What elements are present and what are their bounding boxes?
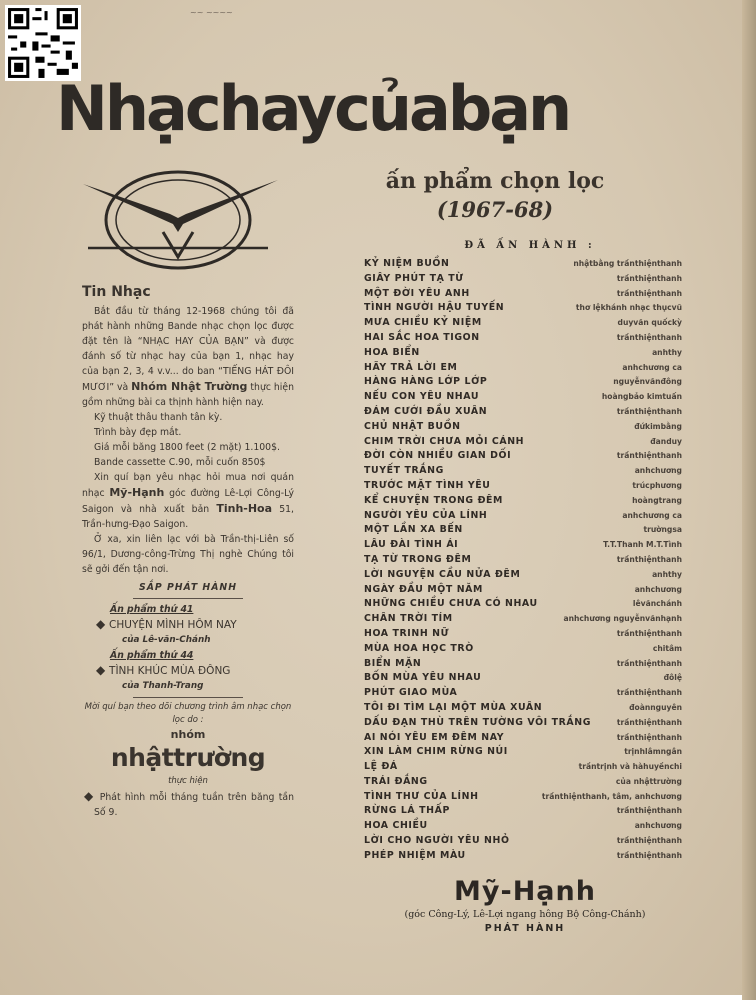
song-author: trầnthiệnthanh <box>616 850 682 860</box>
news-column <box>82 285 294 820</box>
song-author: trầnthiệnthanh, tâm, anhchương <box>541 791 682 801</box>
upcoming-item <box>82 648 294 694</box>
song-title: TRƯỚC MẶT TÌNH YÊU <box>364 479 491 491</box>
song-author: chitâm <box>652 643 682 653</box>
page-title: Nhạchaycủabạn <box>56 72 570 145</box>
song-row <box>364 819 682 834</box>
song-title: NẾU CON YÊU NHAU <box>364 391 480 403</box>
news-line: Trình bày đẹp mắt. <box>94 427 182 438</box>
song-author: anhthy <box>652 569 682 579</box>
news-price: Giá mỗi băng 1800 feet (2 mặt) 1.100$. <box>94 442 280 453</box>
song-row <box>364 420 682 435</box>
song-row <box>364 523 682 538</box>
song-author: hoàngtrang <box>632 495 682 505</box>
bullet-icon: ◆ <box>96 617 110 631</box>
song-author: trầnthiệnthanh <box>616 717 682 727</box>
edition-label: Ấn phẩm thứ 44 <box>110 650 194 661</box>
song-title: ĐỜI CÒN NHIỀU GIAN DỐI <box>364 450 512 462</box>
song-title: TÔI ĐI TÌM LẠI MỘT MÙA XUÂN <box>364 701 543 713</box>
song-author: trịnhlâmngân <box>624 747 682 757</box>
group-name-logo: nhậttrường <box>110 743 266 772</box>
song-author: trầnthiệnthanh <box>616 288 682 298</box>
song-row <box>364 287 682 302</box>
news-text: Bắt đầu từ tháng 12-1968 chúng tôi đã phát hành những Bande nhạc chọn lọc được đặt tên là “NHẠC HAY CỦA BẠN” và được đánh số từ nhạc hay của bạn 1, nhạc hay của bạn 2, 3, 4 v.v... do ban “TIẾNG HÁT ĐÔI MƯƠI” và <box>82 306 294 393</box>
song-author: trầnthiệnthanh <box>616 273 682 283</box>
song-row <box>364 642 682 657</box>
divider <box>133 697 243 698</box>
song-row <box>364 716 682 731</box>
publisher-role: PHÁT HÀNH <box>484 923 566 934</box>
song-author: trầntrịnh và hàhuyềnchi <box>578 762 682 772</box>
song-title: AI NÓI YÊU EM ĐÊM NAY <box>364 731 505 743</box>
song-title: MỘT LẦN XA BẾN <box>364 524 463 536</box>
song-row <box>364 849 682 864</box>
song-author: đôlệ <box>663 673 682 683</box>
qr-code <box>5 5 81 81</box>
song-author: nguyễnvănđông <box>613 377 682 387</box>
song-author: thơ lệkhánh nhạc thụcvũ <box>575 303 682 313</box>
song-row <box>364 671 682 686</box>
song-row <box>364 405 682 420</box>
song-title: LỜI CHO NGƯỜI YÊU NHỎ <box>364 835 510 847</box>
song-author: đanduy <box>650 436 682 446</box>
performs-label: thực hiện <box>168 776 208 786</box>
song-author: trầnthiệnthanh <box>616 836 682 846</box>
song-row <box>364 775 682 790</box>
page-edge <box>742 0 756 1000</box>
song-title: TẠ TỪ TRONG ĐÊM <box>364 553 472 565</box>
published-heading: ĐÃ ẤN HÀNH : <box>464 240 596 251</box>
song-title: KỂ CHUYỆN TRONG ĐÊM <box>364 494 503 506</box>
song-title: LÂU ĐÀI TÌNH ÁI <box>364 539 459 551</box>
song-row <box>364 686 682 701</box>
upcoming-title: CHUYỆN MÌNH HÔM NAY <box>109 619 237 631</box>
song-title: HOA CHIỀU <box>364 820 428 832</box>
group-label: nhóm <box>170 728 206 741</box>
song-author: anhchương <box>634 821 682 831</box>
song-author: lêvănchánh <box>632 599 682 609</box>
song-title: MƯA CHIỀU KỶ NIỆM <box>364 317 482 329</box>
upcoming-title: TÌNH KHÚC MÙA ĐÔNG <box>109 665 231 677</box>
song-row <box>364 583 682 598</box>
song-author: trầnthiệnthanh <box>616 332 682 342</box>
song-author: trầnthiệnthanh <box>616 554 682 564</box>
song-row <box>364 657 682 672</box>
publisher-name: Mỹ-Hạnh <box>454 876 596 907</box>
bullet-icon: ◆ <box>84 789 100 803</box>
shop-name: Mỹ-Hạnh <box>109 486 165 499</box>
divider <box>133 598 243 599</box>
song-row <box>364 745 682 760</box>
song-title: TÌNH THƯ CỦA LÍNH <box>364 790 479 802</box>
song-title: BỐN MÙA YÊU NHAU <box>364 672 482 684</box>
stamp-mark: ~~ ~~~~ <box>190 8 233 17</box>
edition-label: Ấn phẩm thứ 41 <box>110 604 194 615</box>
upcoming-heading: SẮP PHÁT HÀNH <box>139 582 237 593</box>
song-author: trúcphương <box>632 480 682 490</box>
news-paragraph <box>82 304 294 410</box>
song-row <box>364 331 682 346</box>
song-title: HÃY TRẢ LỜI EM <box>364 361 458 373</box>
news-line: Kỹ thuật thâu thanh tân kỳ. <box>94 412 223 423</box>
song-title: CHỦ NHẬT BUỒN <box>364 420 461 432</box>
song-title: HAI SẮC HOA TIGON <box>364 331 480 343</box>
song-row <box>364 390 682 405</box>
song-author: anhchương <box>634 584 682 594</box>
song-row <box>364 760 682 775</box>
song-title: CHIM TRỜI CHƯA MỎI CÁNH <box>364 435 525 447</box>
song-row <box>364 494 682 509</box>
song-row <box>364 435 682 450</box>
song-row <box>364 597 682 612</box>
song-row <box>364 553 682 568</box>
broadcast-text: Phát hình mỗi tháng tuần trên băng tần Số 9. <box>94 792 294 818</box>
song-row <box>364 272 682 287</box>
song-title: ĐÁM CƯỚI ĐẦU XUÂN <box>364 405 488 417</box>
song-row <box>364 464 682 479</box>
song-title: DẤU ĐẠN THÙ TRÊN TƯỜNG VÔI TRẮNG <box>364 716 592 728</box>
years-label: (1967-68) <box>436 197 554 222</box>
song-row <box>364 627 682 642</box>
song-row <box>364 316 682 331</box>
song-author: anhchương <box>634 466 682 476</box>
broadcast-note <box>82 789 294 820</box>
upcoming-item <box>82 602 294 648</box>
song-title: PHÚT GIAO MÙA <box>364 687 458 699</box>
news-text: Xin quí bạn yêu nhạc hỏi mua nơi quán nhạc <box>82 472 294 499</box>
song-title: NHỮNG CHIỀU CHƯA CÓ NHAU <box>364 598 538 610</box>
song-title: CHÂN TRỜI TÍM <box>364 613 453 625</box>
song-author: trầnthiệnthanh <box>616 628 682 638</box>
upcoming-author: của Lê-văn-Chánh <box>122 635 211 645</box>
news-where-to-buy <box>82 470 294 532</box>
upcoming-list <box>82 602 294 694</box>
group-name: Nhóm Nhật Trường <box>131 380 248 393</box>
publisher-name: Tinh-Hoa <box>216 502 273 515</box>
song-title: BIỂN MẶN <box>364 657 422 669</box>
song-author: trầnthiệnthanh <box>616 658 682 668</box>
song-author: trầnthiệnthanh <box>616 732 682 742</box>
news-contact: Ở xa, xin liên lạc với bà Trần-thị-Liên số 96/1, Dương-công-Trừng Thị nghè Chúng tôi sẽ gởi đến tận nơi. <box>82 534 294 575</box>
song-row <box>364 790 682 805</box>
bullet-icon: ◆ <box>96 663 110 677</box>
song-row <box>364 731 682 746</box>
news-text: thực hiện gồm những bài ca thịnh hành hiện nay. <box>82 382 294 408</box>
song-title: HOA BIỂN <box>364 346 420 358</box>
song-author: trầnthiệnthanh <box>616 688 682 698</box>
upcoming-author: của Thanh-Trang <box>122 681 204 691</box>
song-author: T.T.Thanh M.T.Tình <box>603 540 682 550</box>
song-row <box>364 301 682 316</box>
song-title: GIÂY PHÚT TẠ TỪ <box>364 272 464 284</box>
news-cassette-price: Bande cassette C.90, mỗi cuốn 850$ <box>94 457 266 468</box>
subtitle: ấn phẩm chọn lọc <box>385 168 605 194</box>
song-row <box>364 449 682 464</box>
song-title: HOA TRINH NỮ <box>364 627 450 639</box>
song-row <box>364 361 682 376</box>
song-author: đứkimbằng <box>634 421 682 431</box>
publisher-block <box>360 876 690 934</box>
song-author: trầnthiệnthanh <box>616 406 682 416</box>
song-row <box>364 346 682 361</box>
song-title: NGƯỜI YÊU CỦA LÍNH <box>364 509 488 521</box>
song-row <box>364 509 682 524</box>
invite-text: Mời quí bạn theo dõi chương trình âm nhạc chọn lọc do : <box>84 702 292 725</box>
song-author: anhthy <box>652 347 682 357</box>
song-title: KỶ NIỆM BUỒN <box>364 258 450 269</box>
song-title: XIN LÀM CHIM RỪNG NÚI <box>364 746 508 758</box>
song-title: NGÀY ĐẦU MỘT NĂM <box>364 583 483 595</box>
song-row <box>364 479 682 494</box>
published-song-list <box>364 257 682 864</box>
song-title: LỜI NGUYỆN CẦU NỬA ĐÊM <box>364 568 521 580</box>
song-row <box>364 257 682 272</box>
song-title: TRÁI ĐẮNG <box>364 775 428 787</box>
song-author: duyvăn quốckỳ <box>617 318 682 328</box>
song-title: PHÉP NHIỆM MÀU <box>364 849 466 861</box>
bird-emblem-logo <box>78 162 283 280</box>
song-row <box>364 568 682 583</box>
song-title: MỘT ĐỜI YÊU ANH <box>364 287 470 299</box>
song-author: anhchương ca <box>622 510 682 520</box>
news-heading: Tin Nhạc <box>82 284 151 300</box>
publisher-address: (góc Công-Lý, Lê-Lợi ngang hông Bộ Công-Chánh) <box>404 909 646 920</box>
song-author: nhậtbằng trầnthiệnthanh <box>573 259 682 268</box>
song-author: đoànnguyên <box>629 702 682 712</box>
song-author: trầnthiệnthanh <box>616 806 682 816</box>
song-title: HÀNG HÀNG LỚP LỚP <box>364 376 488 388</box>
song-row <box>364 612 682 627</box>
song-author: của nhậttrường <box>615 776 682 786</box>
news-text: 51, Trần-hưng-Đạo Saigon. <box>82 504 294 530</box>
song-row <box>364 701 682 716</box>
song-title: RỪNG LÁ THẤP <box>364 805 450 817</box>
song-title: MÙA HOA HỌC TRÒ <box>364 642 474 654</box>
song-row <box>364 804 682 819</box>
song-title: TÌNH NGƯỜI HẬU TUYẾN <box>364 302 505 314</box>
song-author: anhchương ca <box>622 362 682 372</box>
song-author: anhchương nguyễnvănhạnh <box>563 614 682 624</box>
song-title: TUYẾT TRẮNG <box>364 465 444 477</box>
song-title: LỆ ĐÁ <box>364 761 398 773</box>
song-author: trầnthiệnthanh <box>616 451 682 461</box>
song-author: hoàngbảo kimtuấn <box>601 392 682 402</box>
song-author: trườngsa <box>643 525 682 535</box>
news-text: góc đường Lê-Lợi Công-Lý Saigon và nhà xuất bản <box>82 488 294 515</box>
song-row <box>364 375 682 390</box>
song-row <box>364 538 682 553</box>
song-row <box>364 834 682 849</box>
